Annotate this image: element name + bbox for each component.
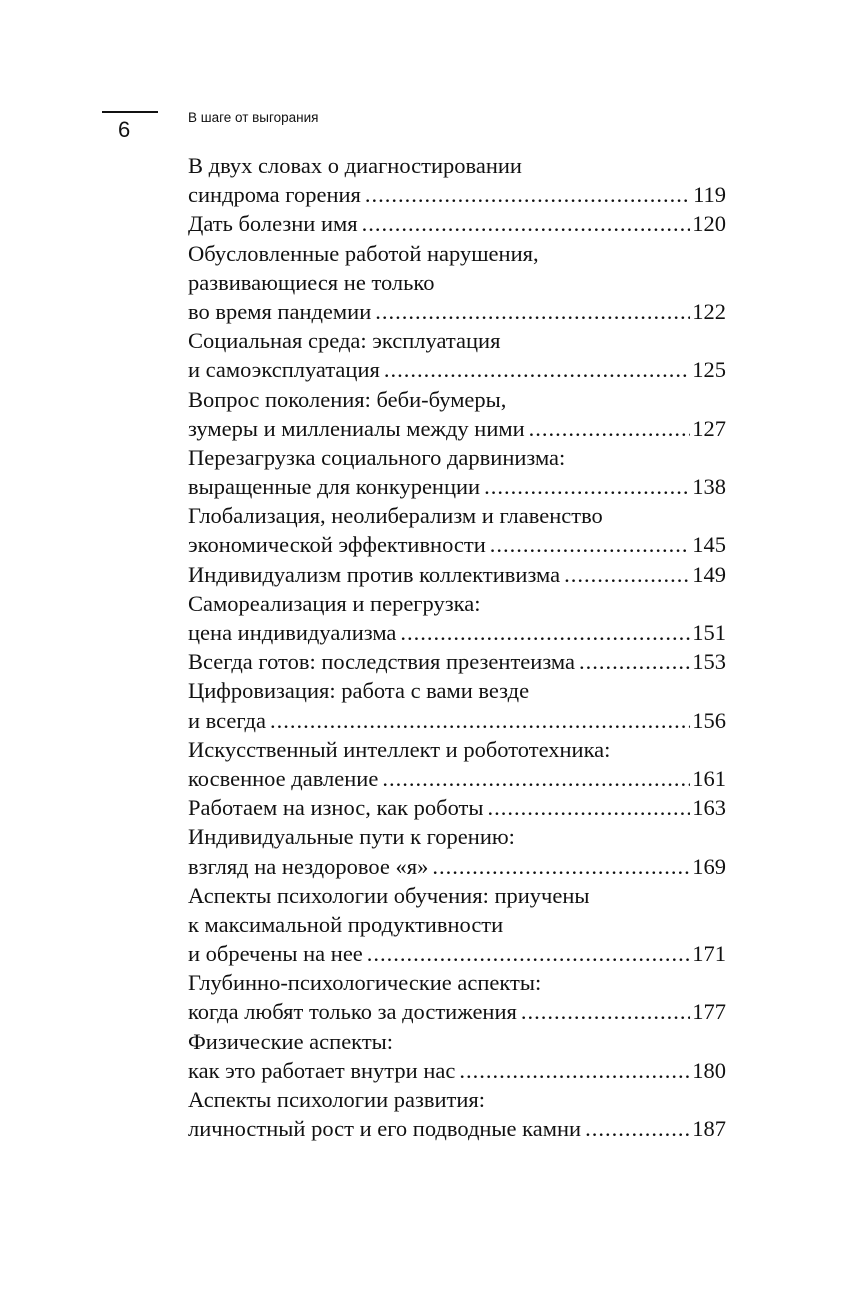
toc-entry-title: Глубинно-психологические аспекты: — [188, 970, 542, 996]
toc-entry — [188, 822, 726, 880]
toc-entry — [188, 1085, 726, 1143]
toc-entry-title: В двух словах о диагностировании — [188, 153, 522, 178]
toc-entry-title: экономической эффективности — [188, 532, 486, 558]
dot-leader — [490, 530, 690, 559]
dot-leader — [564, 560, 690, 589]
toc-entry-title: Дать болезни имя — [188, 211, 358, 237]
toc-entry-last-line — [188, 530, 726, 559]
toc-page-number: 125 — [692, 357, 726, 383]
toc-entry — [188, 209, 726, 238]
toc-entry-title: Физические аспекты: — [188, 1028, 394, 1054]
toc-page-number: 169 — [692, 853, 726, 879]
header-rule — [102, 111, 158, 113]
toc-entry-title: Работаем на износ, как роботы — [188, 795, 484, 821]
toc-page-number: 153 — [692, 649, 726, 675]
toc-entry — [188, 589, 726, 647]
toc-entry-line — [188, 239, 726, 268]
toc-entry-title: синдрома горения — [188, 182, 361, 208]
toc-entry — [188, 793, 726, 822]
toc-entry-title: Самореализация и перегрузка: — [188, 590, 481, 616]
toc-entry-last-line — [188, 355, 726, 384]
toc-entry-line — [188, 326, 726, 355]
toc-entry-line — [188, 268, 726, 297]
toc-entry-title: и самоэксплуатация — [188, 357, 380, 383]
dot-leader — [488, 793, 691, 822]
toc-entry-title: как это работает внутри нас — [188, 1057, 456, 1083]
toc-page-number: 163 — [692, 795, 726, 821]
toc-page-number: 127 — [692, 415, 726, 441]
toc-entry-title: Аспекты психологии развития: — [188, 1087, 486, 1112]
dot-leader — [432, 852, 690, 881]
toc-entry-title: выращенные для конкуренции — [188, 474, 481, 500]
toc-entry — [188, 1027, 726, 1085]
toc-page-number: 187 — [692, 1116, 726, 1142]
dot-leader — [382, 764, 690, 793]
dot-leader — [365, 180, 691, 209]
dot-leader — [529, 414, 691, 443]
toc-entry-line — [188, 151, 726, 180]
toc-entry-line — [188, 385, 726, 414]
toc-entry — [188, 647, 726, 676]
toc-entry-title: Индивидуальные пути к горению: — [188, 824, 515, 850]
toc-page-number: 120 — [692, 211, 726, 237]
toc-entry-line — [188, 589, 726, 618]
toc-entry-title: зумеры и миллениалы между ними — [188, 415, 525, 441]
toc-entry-line — [188, 1085, 726, 1114]
toc-entry-title: Социальная среда: эксплуатация — [188, 328, 501, 354]
toc-entry-title: личностный рост и его подводные камни — [188, 1116, 582, 1142]
toc-entry — [188, 385, 726, 443]
toc-entry-line — [188, 822, 726, 851]
running-head: В шаге от выгорания — [188, 110, 319, 125]
toc-entry — [188, 881, 726, 969]
toc-entry-title: Цифровизация: работа с вами везде — [188, 678, 530, 704]
toc-entry-title: Обусловленные работой нарушения, — [188, 240, 539, 266]
toc-entry-line — [188, 968, 726, 997]
toc-entry-line — [188, 501, 726, 530]
toc-entry-title: Искусственный интеллект и робототехника: — [188, 736, 611, 762]
dot-leader — [400, 618, 690, 647]
toc-page-number: 151 — [692, 620, 726, 645]
toc-page-number: 171 — [692, 941, 726, 967]
dot-leader — [362, 209, 691, 238]
toc-entry-last-line — [188, 997, 726, 1026]
toc-entry-title: и всегда — [188, 707, 266, 733]
toc-entry-title: Глобализация, неолиберализм и главенство — [188, 503, 603, 529]
toc-entry — [188, 151, 726, 209]
toc-entry — [188, 676, 726, 734]
toc-entry-last-line — [188, 180, 726, 209]
toc-entry-title: Всегда готов: последствия презентеизма — [188, 649, 575, 675]
dot-leader — [585, 1114, 690, 1143]
toc-page-number: 122 — [692, 298, 726, 324]
page-number: 6 — [118, 117, 131, 142]
toc-entry-title: когда любят только за достижения — [188, 999, 517, 1025]
toc-entry — [188, 735, 726, 793]
toc-entry-title: косвенное давление — [188, 765, 379, 791]
toc-entry-line — [188, 676, 726, 705]
toc-entry — [188, 501, 726, 559]
table-of-contents — [188, 151, 726, 1143]
toc-entry-title: Перезагрузка социального дарвинизма: — [188, 444, 566, 470]
toc-entry-last-line — [188, 1056, 726, 1085]
toc-page-number: 177 — [692, 999, 726, 1025]
dot-leader — [384, 355, 690, 384]
toc-entry-title: Аспекты психологии обучения: приучены — [188, 882, 590, 908]
toc-entry — [188, 239, 726, 327]
toc-entry-last-line — [188, 414, 726, 443]
toc-entry-last-line — [188, 297, 726, 326]
toc-page-number: 180 — [692, 1057, 726, 1083]
dot-leader — [459, 1056, 690, 1085]
toc-entry-title: взгляд на нездоровое «я» — [188, 853, 429, 879]
toc-entry-line — [188, 910, 726, 939]
toc-entry-last-line — [188, 647, 726, 676]
toc-entry — [188, 443, 726, 501]
toc-entry-title: развивающиеся не только — [188, 269, 435, 295]
toc-entry — [188, 560, 726, 589]
toc-entry-title: Индивидуализм против коллективизма — [188, 561, 561, 587]
toc-entry-line — [188, 735, 726, 764]
toc-entry-last-line — [188, 706, 726, 735]
dot-leader — [579, 647, 690, 676]
toc-entry-last-line — [188, 472, 726, 501]
toc-entry-line — [188, 443, 726, 472]
toc-entry-last-line — [188, 793, 726, 822]
dot-leader — [521, 997, 690, 1026]
toc-page-number: 161 — [692, 765, 726, 791]
toc-entry-last-line — [188, 764, 726, 793]
toc-entry — [188, 968, 726, 1026]
toc-entry-title: Вопрос поколения: беби-бумеры, — [188, 386, 507, 412]
toc-entry-last-line — [188, 560, 726, 589]
toc-entry — [188, 326, 726, 384]
dot-leader — [367, 939, 690, 968]
toc-page-number: 156 — [692, 707, 726, 733]
toc-entry-line — [188, 1027, 726, 1056]
dot-leader — [270, 706, 690, 735]
toc-entry-last-line — [188, 209, 726, 238]
toc-entry-title: к максимальной продуктивности — [188, 911, 504, 937]
toc-entry-last-line — [188, 852, 726, 881]
toc-entry-last-line — [188, 618, 726, 647]
toc-page-number: 145 — [692, 532, 726, 558]
dot-leader — [375, 297, 690, 326]
toc-page-number: 119 — [693, 182, 726, 208]
toc-entry-last-line — [188, 939, 726, 968]
toc-entry-title: во время пандемии — [188, 298, 372, 324]
toc-entry-title: цена индивидуализма — [188, 620, 397, 645]
dot-leader — [484, 472, 690, 501]
toc-entry-title: и обречены на нее — [188, 941, 363, 967]
toc-page-number: 149 — [692, 561, 726, 587]
toc-entry-line — [188, 881, 726, 910]
toc-page-number: 138 — [692, 474, 726, 500]
toc-entry-last-line — [188, 1114, 726, 1143]
